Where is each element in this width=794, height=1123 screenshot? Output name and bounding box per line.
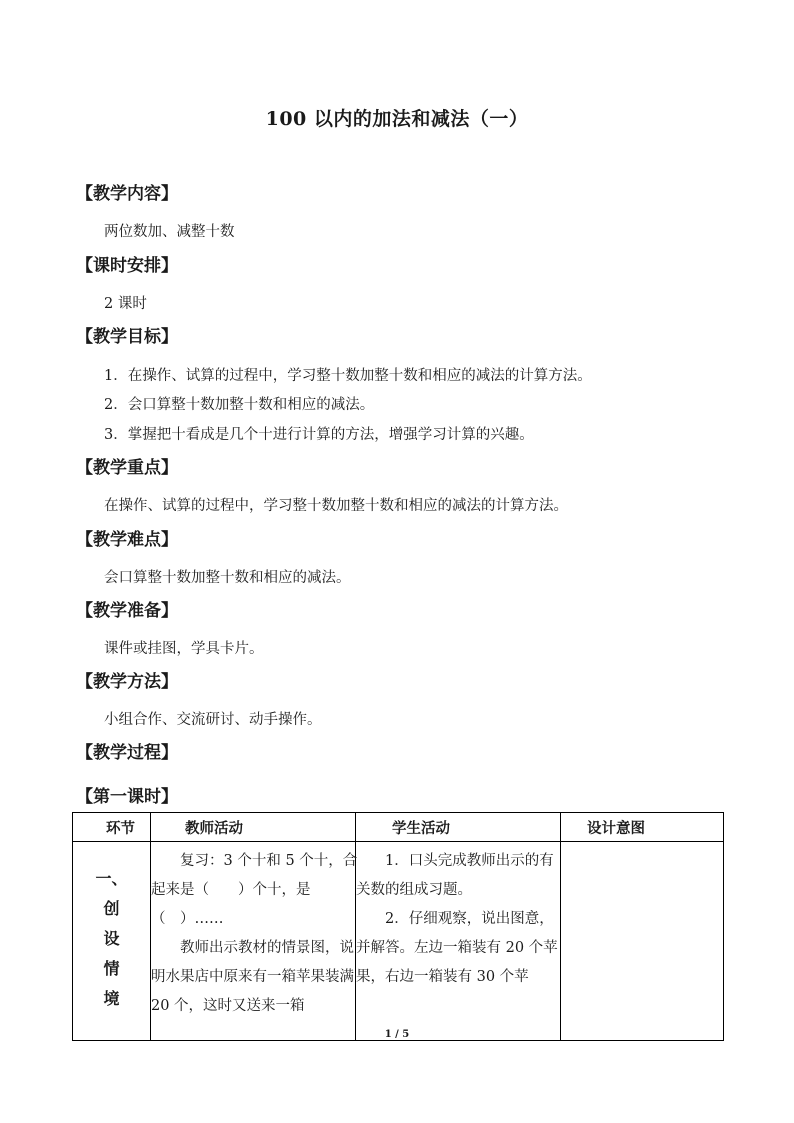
section-heading-preparation: 【教学准备】 (76, 601, 178, 621)
teacher-activity-cell (151, 842, 356, 1041)
table-row (73, 842, 724, 1041)
content-text: 两位数加、减整十数 (104, 224, 235, 240)
stage-cell (73, 842, 151, 1041)
column-header-student-activity: 学生活动 (356, 813, 561, 842)
section-heading-methods: 【教学方法】 (76, 672, 178, 692)
design-intent-text (561, 842, 723, 1018)
preparation-text: 课件或挂图，学具卡片。 (104, 641, 264, 657)
objective-item-1: 1．在操作、试算的过程中，学习整十数加整十数和相应的减法的计算方法。 (104, 368, 592, 384)
lesson-process-table (72, 812, 724, 1041)
teacher-activity-paragraph: 复习：3 个十和 5 个十，合起来是（ ）个十，是（ ）…… (151, 853, 358, 927)
objective-item-2: 2．会口算整十数加整十数和相应的减法。 (104, 397, 375, 413)
column-header-stage: 环节 (73, 813, 151, 842)
stage-label-char: 创 (103, 899, 120, 918)
difficulties-text: 会口算整十数加整十数和相应的减法。 (104, 570, 351, 586)
stage-label-char: 境 (103, 989, 120, 1008)
section-heading-process: 【教学过程】 (76, 743, 178, 763)
section-heading-content: 【教学内容】 (76, 184, 178, 204)
stage-label-char: 设 (103, 929, 120, 948)
objective-item-3: 3．掌握把十看成是几个十进行计算的方法，增强学习计算的兴趣。 (104, 427, 534, 443)
stage-label (73, 842, 150, 1040)
section-heading-key-points: 【教学重点】 (76, 458, 178, 478)
document-title: 100 以内的加法和减法（一） (265, 108, 529, 130)
teacher-activity-paragraph: 教师出示教材的情景图，说明水果店中原来有一箱苹果装满 20 个，这时又送来一箱 (151, 940, 354, 1014)
column-header-teacher-activity: 教师活动 (151, 813, 356, 842)
stage-label-char: 一、 (95, 869, 128, 888)
section-heading-objectives: 【教学目标】 (76, 327, 178, 347)
table-header-row (73, 813, 724, 842)
section-heading-first-lesson: 【第一课时】 (76, 787, 178, 807)
page-number: 1 / 5 (384, 1029, 410, 1040)
student-activity-paragraph: 1．口头完成教师出示的有关数的组成习题。 (356, 853, 554, 898)
stage-label-char: 情 (103, 959, 120, 978)
schedule-text: 2 课时 (104, 296, 147, 312)
design-intent-cell (561, 842, 724, 1041)
column-header-design-intent: 设计意图 (561, 813, 724, 842)
section-heading-difficulties: 【教学难点】 (76, 530, 178, 550)
methods-text: 小组合作、交流研讨、动手操作。 (104, 712, 322, 728)
student-activity-cell (356, 842, 561, 1041)
key-points-text: 在操作、试算的过程中，学习整十数加整十数和相应的减法的计算方法。 (104, 498, 568, 514)
student-activity-paragraph: 2．仔细观察，说出图意，并解答。左边一箱装有 20 个苹果，右边一箱装有 30 个苹 (356, 911, 558, 985)
section-heading-schedule: 【课时安排】 (76, 256, 178, 276)
